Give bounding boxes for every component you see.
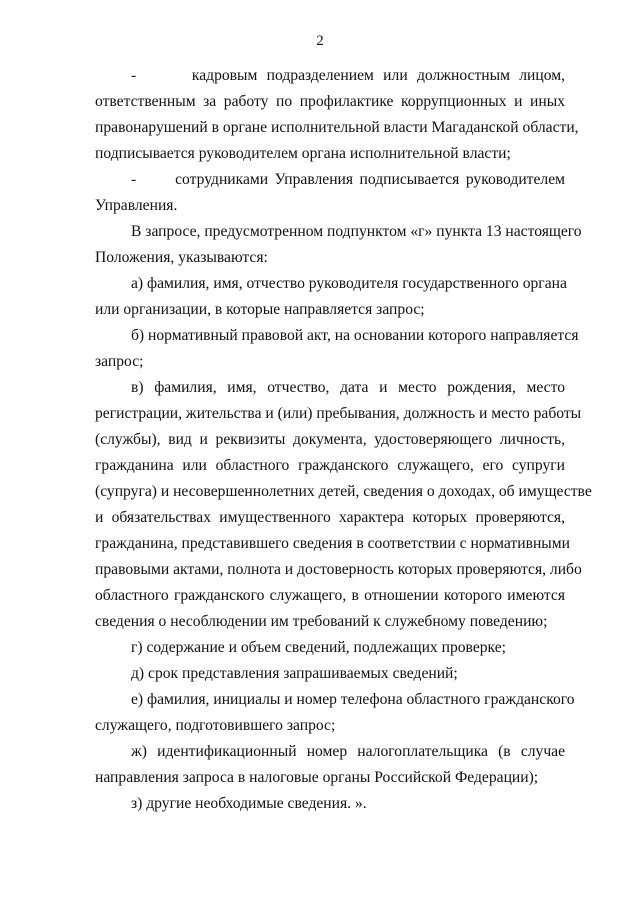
text-line: е) фамилия, инициалы и номер телефона областного гражданского: [131, 691, 575, 708]
text-line: гражданина, представившего сведения в соответствии с нормативными: [95, 535, 570, 552]
text-line: запрос;: [95, 353, 144, 370]
text-line: - сотрудниками Управления подписывается руководителем: [131, 171, 565, 188]
text-line: г) содержание и объем сведений, подлежащих проверке;: [131, 639, 506, 656]
text-line: д) срок представления запрашиваемых сведений;: [131, 665, 458, 682]
page-number: 2: [316, 33, 324, 49]
text-line: направления запроса в налоговые органы Российской Федерации);: [95, 769, 539, 786]
text-line: В запросе, предусмотренном подпунктом «г» пункта 13 настоящего: [131, 223, 582, 240]
text-line: регистрации, жительства и (или) пребывания, должность и место работы: [95, 405, 582, 422]
text-line: подписывается руководителем органа исполнительной власти;: [95, 145, 511, 162]
text-line: или организации, в которые направляется запрос;: [95, 301, 425, 318]
text-line: областного гражданского служащего, в отношении которого имеются: [95, 587, 565, 604]
text-line: правовыми актами, полнота и достоверность которых проверяются, либо: [95, 561, 582, 578]
text-line: а) фамилия, имя, отчество руководителя государственного органа: [131, 275, 567, 292]
text-line: Положения, указываются:: [95, 249, 268, 266]
text-line: правонарушений в органе исполнительной власти Магаданской области,: [95, 119, 579, 136]
text-line: - кадровым подразделением или должностным лицом,: [131, 67, 565, 84]
text-line: Управления.: [95, 197, 178, 214]
text-line: б) нормативный правовой акт, на основании которого направляется: [131, 327, 579, 344]
text-line: и обязательствах имущественного характера которых проверяются,: [95, 509, 565, 526]
text-line: в) фамилия, имя, отчество, дата и место рождения, место: [131, 379, 565, 396]
text-line: (службы), вид и реквизиты документа, удостоверяющего личность,: [95, 431, 565, 448]
text-line: сведения о несоблюдении им требований к служебному поведению;: [95, 613, 548, 630]
text-line: служащего, подготовившего запрос;: [95, 717, 336, 734]
text-line: ответственным за работу по профилактике коррупционных и иных: [95, 93, 565, 110]
text-line: (супруга) и несовершеннолетних детей, сведения о доходах, об имуществе: [95, 483, 592, 500]
text-line: гражданина или областного гражданского служащего, его супруги: [95, 457, 565, 474]
text-line: ж) идентификационный номер налогоплательщика (в случае: [131, 743, 565, 760]
text-line: з) другие необходимые сведения. ».: [131, 795, 367, 812]
